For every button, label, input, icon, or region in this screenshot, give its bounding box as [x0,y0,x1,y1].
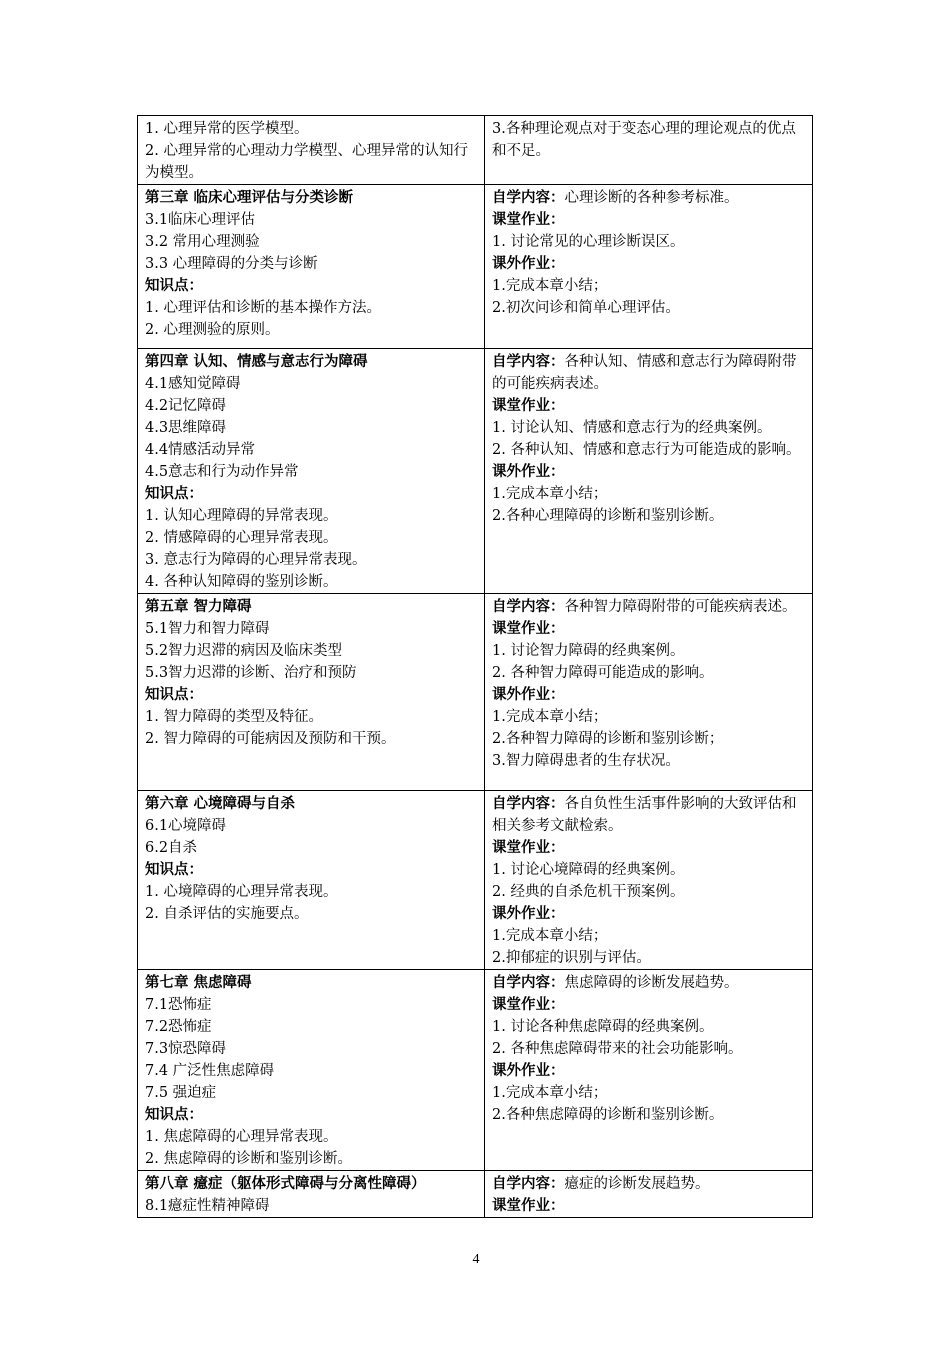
text-line: 1.完成本章小结； [492,278,608,294]
text-line: 3.2 常用心理测验 [145,234,260,250]
table-row [138,594,813,791]
section-heading: 知识点： [145,861,203,878]
self-study-label: 自学内容： [492,1175,565,1192]
self-study-text: 癔症的诊断发展趋势。 [564,1176,710,1192]
text-line: 2.抑郁症的识别与评估。 [492,950,651,966]
section-heading: 课外作业： [492,686,565,703]
section-heading: 课堂作业： [492,1197,565,1214]
section-heading: 第三章 临床心理评估与分类诊断 [145,189,354,206]
text-line: 2. 各种焦虑障碍带来的社会功能影响。 [492,1041,743,1057]
text-line [492,972,805,994]
text-line: 2.初次问诊和简单心理评估。 [492,300,680,316]
text-line: 5.2智力迟滞的病因及临床类型 [145,643,343,659]
text-line [492,793,805,837]
text-line: 2. 心理异常的心理动力学模型、心理异常的认知行为模型。 [145,143,468,181]
syllabus-table-body [138,116,813,1218]
text-line: 3.3 心理障碍的分类与诊断 [145,256,318,272]
table-row [138,349,813,594]
section-heading: 知识点： [145,485,203,502]
text-line: 4.4情感活动异常 [145,442,256,458]
text-line [492,1173,805,1195]
text-line: 4.3思维障碍 [145,420,227,436]
self-study-label: 自学内容： [492,598,565,615]
text-line: 3. 意志行为障碍的心理异常表现。 [145,552,367,568]
text-line: 1. 心境障碍的心理异常表现。 [145,884,338,900]
section-heading: 知识点： [145,277,203,294]
text-line: 3.各种理论观点对于变态心理的理论观点的优点和不足。 [492,121,796,159]
text-line: 8.1癔症性精神障碍 [145,1198,270,1214]
text-line: 1. 智力障碍的类型及特征。 [145,709,323,725]
syllabus-table [137,115,813,1218]
text-line: 1. 讨论智力障碍的经典案例。 [492,643,685,659]
text-line: 2. 焦虑障碍的诊断和鉴别诊断。 [145,1151,352,1167]
text-line: 7.3惊恐障碍 [145,1041,227,1057]
section-heading: 第八章 癔症（躯体形式障碍与分离性障碍） [145,1175,426,1192]
self-study-label: 自学内容： [492,795,565,812]
text-line: 7.4 广泛性焦虑障碍 [145,1063,275,1079]
section-heading: 课外作业： [492,463,565,480]
self-study-text: 各种智力障碍附带的可能疾病表述。 [564,599,797,615]
section-heading: 第五章 智力障碍 [145,598,252,615]
assignment-cell [485,185,813,349]
section-heading: 第七章 焦虑障碍 [145,974,252,991]
text-line: 1. 心理评估和诊断的基本操作方法。 [145,300,381,316]
text-line: 4.5意志和行为动作异常 [145,464,299,480]
text-line: 5.1智力和智力障碍 [145,621,270,637]
text-line: 5.3智力迟滞的诊断、治疗和预防 [145,665,357,681]
text-line: 1. 讨论心境障碍的经典案例。 [492,862,685,878]
self-study-label: 自学内容： [492,353,565,370]
chapter-content-cell [138,970,485,1171]
chapter-content-cell [138,791,485,970]
text-line: 1. 讨论常见的心理诊断误区。 [492,234,685,250]
section-heading: 课堂作业： [492,397,565,414]
text-line: 2. 经典的自杀危机干预案例。 [492,884,685,900]
section-heading: 第四章 认知、情感与意志行为障碍 [145,353,368,370]
section-heading: 课堂作业： [492,996,565,1013]
table-row [138,970,813,1171]
chapter-content-cell [138,116,485,185]
section-heading: 知识点： [145,686,203,703]
text-line: 2. 心理测验的原则。 [145,322,280,338]
section-heading: 知识点： [145,1106,203,1123]
section-heading: 课外作业： [492,1062,565,1079]
table-row [138,791,813,970]
text-line: 2.各种焦虑障碍的诊断和鉴别诊断。 [492,1107,724,1123]
text-line: 1. 讨论各种焦虑障碍的经典案例。 [492,1019,714,1035]
assignment-cell [485,1171,813,1218]
table-row [138,185,813,349]
text-line: 6.2自杀 [145,840,198,856]
text-line: 4. 各种认知障碍的鉴别诊断。 [145,574,338,590]
chapter-content-cell [138,349,485,594]
assignment-cell [485,116,813,185]
text-line [492,351,805,395]
text-line: 2. 智力障碍的可能病因及预防和干预。 [145,731,396,747]
text-line: 1. 认知心理障碍的异常表现。 [145,508,338,524]
text-line: 2. 自杀评估的实施要点。 [145,906,309,922]
text-line: 1.完成本章小结； [492,709,608,725]
section-heading: 课堂作业： [492,839,565,856]
section-heading: 第六章 心境障碍与自杀 [145,795,296,812]
text-line: 2.各种智力障碍的诊断和鉴别诊断； [492,731,724,747]
text-line: 1. 讨论认知、情感和意志行为的经典案例。 [492,420,772,436]
section-heading: 课堂作业： [492,620,565,637]
chapter-content-cell [138,594,485,791]
table-row [138,1171,813,1218]
assignment-cell [485,594,813,791]
text-line: 4.2记忆障碍 [145,398,227,414]
chapter-content-cell [138,1171,485,1218]
text-line [492,596,805,618]
text-line: 3.智力障碍患者的生存状况。 [492,753,680,769]
text-line: 3.1临床心理评估 [145,212,256,228]
text-line: 2. 情感障碍的心理异常表现。 [145,530,338,546]
section-heading: 课外作业： [492,255,565,272]
text-line: 4.1感知觉障碍 [145,376,241,392]
self-study-text: 各种认知、情感和意志行为障碍附带的可能疾病表述。 [492,354,797,392]
assignment-cell [485,970,813,1171]
section-heading: 课堂作业： [492,211,565,228]
self-study-label: 自学内容： [492,189,565,206]
page-number: 4 [472,1252,480,1267]
text-line: 2.各种心理障碍的诊断和鉴别诊断。 [492,508,724,524]
text-line: 7.2恐怖症 [145,1019,212,1035]
text-line: 2. 各种认知、情感和意志行为可能造成的影响。 [492,442,801,458]
self-study-text: 心理诊断的各种参考标准。 [564,190,739,206]
text-line: 2. 各种智力障碍可能造成的影响。 [492,665,714,681]
text-line: 1.完成本章小结； [492,486,608,502]
table-row [138,116,813,185]
text-line [492,187,805,209]
self-study-text: 各自负性生活事件影响的大致评估和相关参考文献检索。 [492,796,797,834]
assignment-cell [485,791,813,970]
text-line: 1. 焦虑障碍的心理异常表现。 [145,1129,338,1145]
text-line: 7.1恐怖症 [145,997,212,1013]
assignment-cell [485,349,813,594]
self-study-text: 焦虑障碍的诊断发展趋势。 [564,975,739,991]
chapter-content-cell [138,185,485,349]
text-line: 7.5 强迫症 [145,1085,217,1101]
text-line: 1.完成本章小结； [492,1085,608,1101]
section-heading: 课外作业： [492,905,565,922]
text-line: 6.1心境障碍 [145,818,227,834]
text-line: 1. 心理异常的医学模型。 [145,121,309,137]
text-line: 1.完成本章小结； [492,928,608,944]
self-study-label: 自学内容： [492,974,565,991]
